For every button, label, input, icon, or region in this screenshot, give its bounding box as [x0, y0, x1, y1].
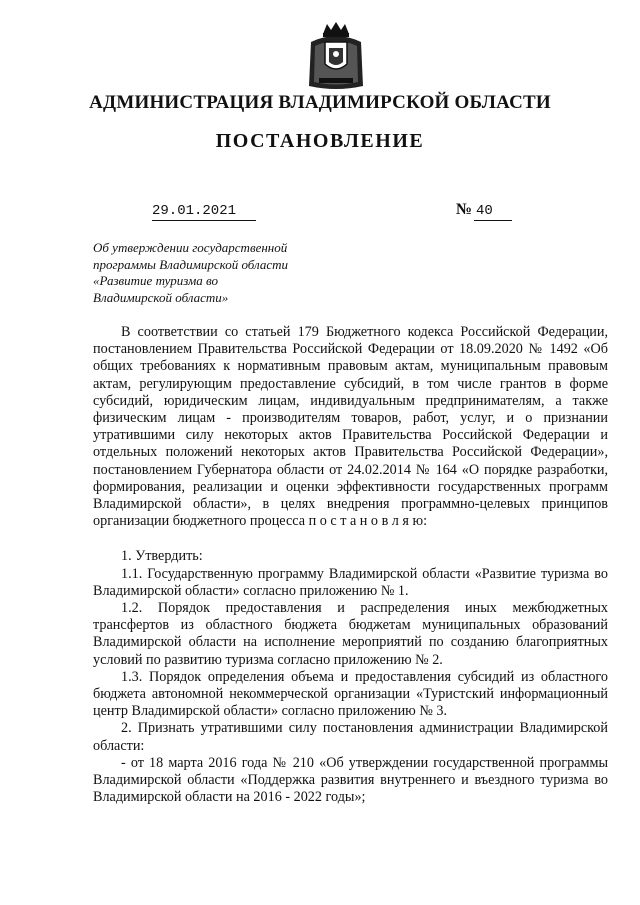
document-number: 40	[476, 203, 493, 219]
document-title	[93, 240, 323, 306]
title-line: программы Владимирской области	[93, 256, 288, 272]
paragraph-1-1: 1.1. Государственную программу Владимирской области «Развитие туризма во Владимирской области» согласно приложению № 1.	[93, 565, 608, 599]
paragraph-2-1: - от 18 марта 2016 года № 210 «Об утверждении государственной программы Владимирской области «Поддержка развития внутреннего и въездного туризма во Владимирской области на 2016 - 2022 годы»;	[93, 754, 608, 806]
organization-name: АДМИНИСТРАЦИЯ ВЛАДИМИРСКОЙ ОБЛАСТИ	[89, 92, 551, 113]
number-label: №	[456, 201, 473, 218]
title-line: «Развитие туризма во	[93, 273, 218, 288]
paragraph-1-3: 1.3. Порядок определения объема и предоставления субсидий из областного бюджета автономной некоммерческой организации «Туристский информационный центр Владимирской области» согласно приложению № 3.	[93, 668, 608, 720]
title-line: Владимирской области»	[93, 289, 229, 305]
paragraph-1: 1. Утвердить:	[121, 548, 203, 565]
paragraph-1-2: 1.2. Порядок предоставления и распределения иных межбюджетных трансфертов из областного бюджета бюджетам муниципальных образований Владимирской области на исполнение мероприятий по созданию благоприятных условий по развитию туризма согласно приложению № 2.	[93, 600, 608, 668]
number-underline	[474, 220, 512, 221]
paragraph-gap	[93, 530, 608, 548]
document-date: 29.01.2021	[152, 203, 237, 219]
document-body	[93, 324, 608, 806]
date-underline	[152, 220, 256, 221]
title-line: Об утверждении государственной	[93, 240, 288, 255]
intro-paragraph: В соответствии со статьей 179 Бюджетного кодекса Российской Федерации, постановлением Правительства Российской Федерации от 18.09.2020 № 1492 «Об общих требованиях к нормативным правовым актам, муниципальным правовым актам, регулирующим предоставление субсидий, в том числе грантов в форме субсидий, юридическим лицам, индивидуальным предпринимателям, а также физическим лицам - производителям товаров, работ, услуг, и о признании утратившими силу некоторых актов Правительства Российской Федерации и отдельных положений некоторых актов Правительства Российской Федерации», постановлением Губернатора области от 24.02.2014 № 164 «О порядке разработки, формирования, реализации и оценки эффективности государственных программ Владимирской области», в целях внедрения программно-целевых принципов организации бюджетного процесса п о с т а н о в л я ю:	[93, 324, 608, 530]
paragraph-2: 2. Признать утратившими силу постановления администрации Владимирской области:	[93, 720, 608, 754]
coat-of-arms-icon	[305, 20, 367, 92]
document-type: ПОСТАНОВЛЕНИЕ	[215, 130, 425, 152]
